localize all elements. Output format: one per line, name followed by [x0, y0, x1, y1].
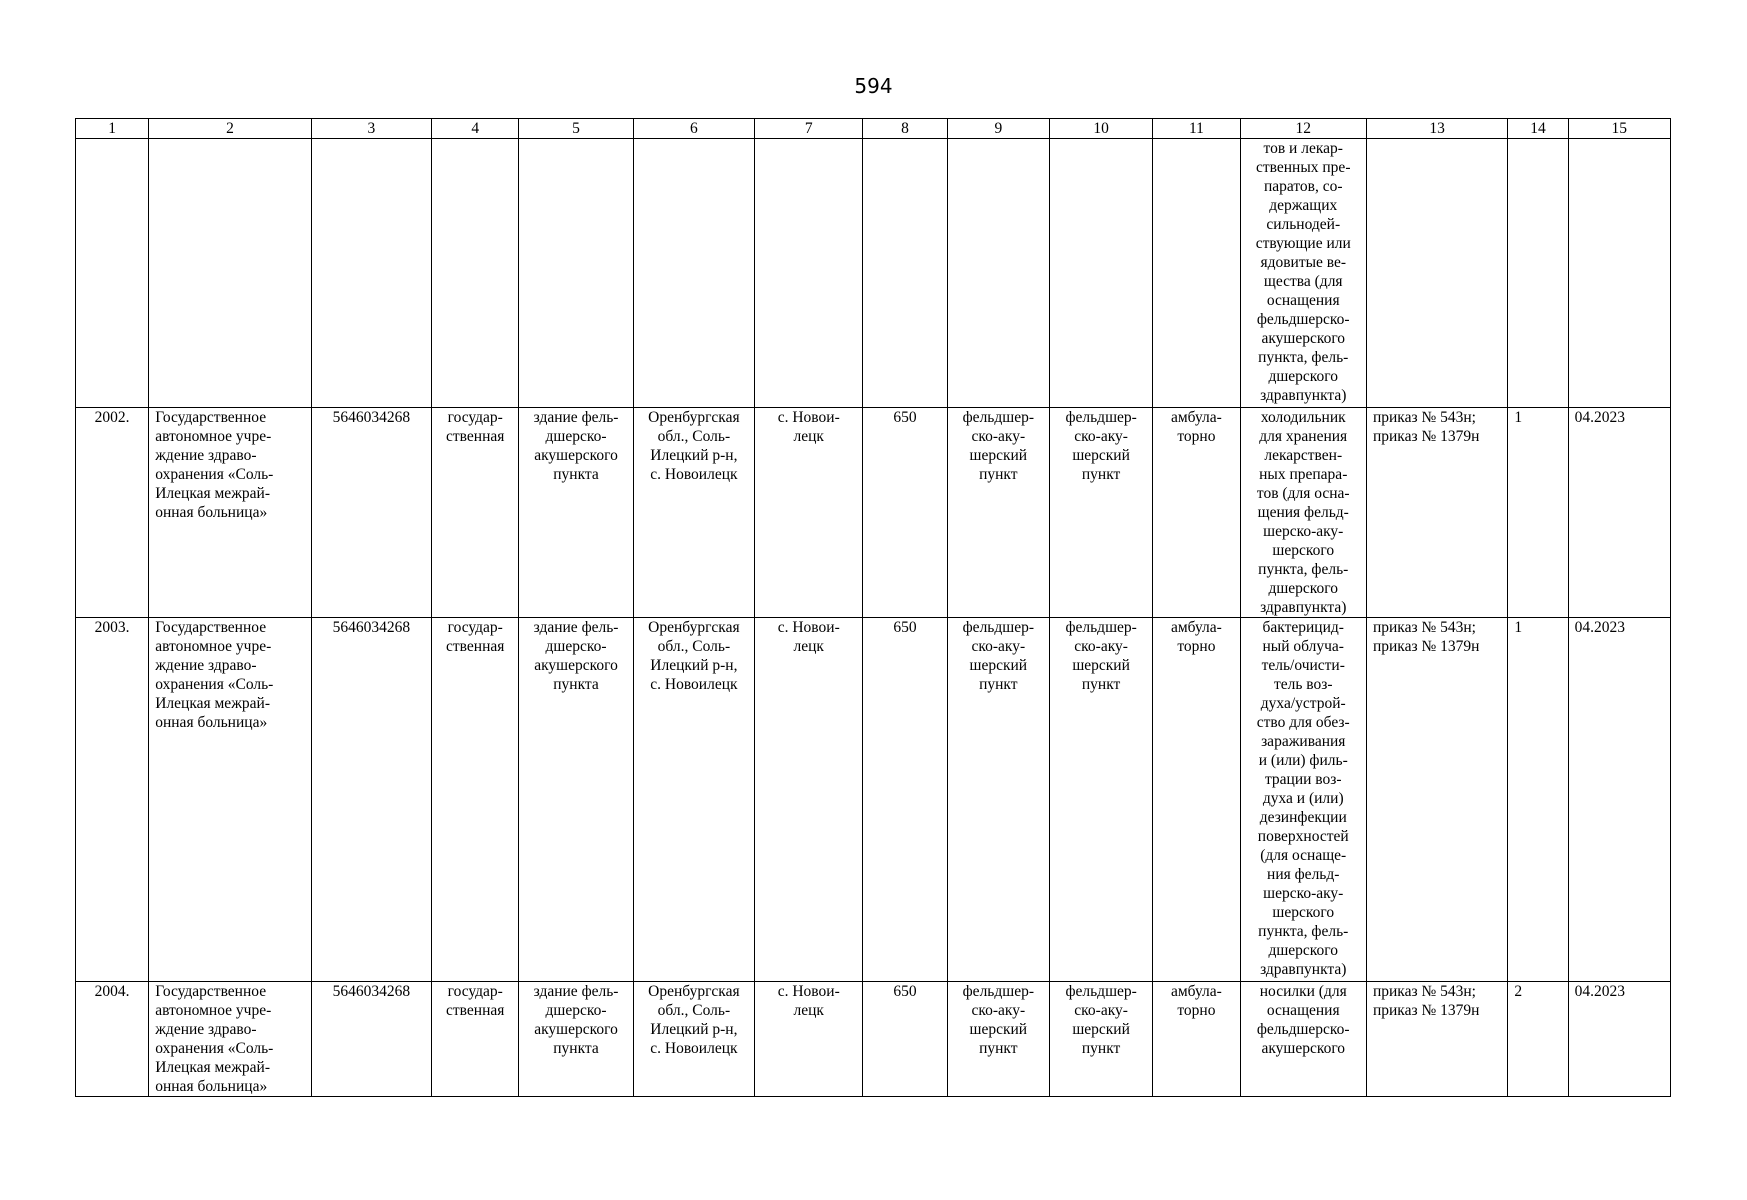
cell-care-conditions	[1153, 139, 1240, 408]
cell-regulation	[1366, 139, 1507, 408]
column-header: 13	[1366, 119, 1507, 139]
cell-building: здание фель- дшерско- акушерского пункта	[519, 618, 633, 982]
cell-date: 04.2023	[1568, 982, 1670, 1097]
cell-settlement	[755, 139, 863, 408]
cell-unit-profile: фельдшер- ско-аку- шерский пункт	[1049, 618, 1152, 982]
column-header: 3	[311, 119, 431, 139]
cell-care-conditions: амбула- торно	[1153, 408, 1240, 618]
cell-organization: Государственное автономное учре- ждение здраво- охранения «Соль- Илецкая межрай- онная больница»	[149, 982, 312, 1097]
cell-record-number: 2003.	[76, 618, 149, 982]
column-header: 12	[1240, 119, 1366, 139]
cell-population: 650	[863, 408, 947, 618]
column-header: 7	[755, 119, 863, 139]
cell-organization: Государственное автономное учре- ждение здраво- охранения «Соль- Илецкая межрай- онная больница»	[149, 408, 312, 618]
cell-quantity: 1	[1508, 408, 1568, 618]
cell-address: Оренбургская обл., Соль- Илецкий р-н, с. Новоилецк	[633, 618, 754, 982]
cell-settlement: с. Новои- лецк	[755, 982, 863, 1097]
column-header: 14	[1508, 119, 1568, 139]
cell-record-number: 2002.	[76, 408, 149, 618]
cell-quantity: 2	[1508, 982, 1568, 1097]
cell-care-conditions: амбула- торно	[1153, 982, 1240, 1097]
table-row	[76, 982, 1671, 1097]
cell-regulation: приказ № 543н; приказ № 1379н	[1366, 408, 1507, 618]
cell-population: 650	[863, 618, 947, 982]
table-row	[76, 408, 1671, 618]
column-header: 4	[432, 119, 519, 139]
column-header: 8	[863, 119, 947, 139]
cell-inn: 5646034268	[311, 982, 431, 1097]
cell-equipment: бактерицид- ный облуча- тель/очисти- тель воз- духа/устрой- ство для обез- зараживания и (или) филь- трации воз- духа и (или) дезинфекции поверхностей (для оснаще- ния фельд- шерско-аку- шерского пункта, фель- дшерского здравпункта)	[1240, 618, 1366, 982]
cell-settlement: с. Новои- лецк	[755, 408, 863, 618]
header-row	[76, 119, 1671, 139]
column-header: 10	[1049, 119, 1152, 139]
cell-quantity: 1	[1508, 618, 1568, 982]
cell-building: здание фель- дшерско- акушерского пункта	[519, 982, 633, 1097]
cell-unit-type: фельдшер- ско-аку- шерский пункт	[947, 982, 1049, 1097]
table-row	[76, 139, 1671, 408]
cell-equipment: носилки (для оснащения фельдшерско- акушерского	[1240, 982, 1366, 1097]
register-table	[75, 118, 1671, 1097]
cell-equipment: холодильник для хранения лекарствен- ных препара- тов (для осна- щения фельд- шерско-аку- шерского пункта, фель- дшерского здравпункта)	[1240, 408, 1366, 618]
cell-inn: 5646034268	[311, 408, 431, 618]
column-header: 1	[76, 119, 149, 139]
column-header: 2	[149, 119, 312, 139]
column-header: 9	[947, 119, 1049, 139]
cell-ownership: государ- ственная	[432, 618, 519, 982]
cell-population	[863, 139, 947, 408]
cell-equipment: тов и лекар- ственных пре- паратов, со- держащих сильнодей- ствующие или ядовитые ве- щества (для оснащения фельдшерско- акушерского пункта, фель- дшерского здравпункта)	[1240, 139, 1366, 408]
column-header: 5	[519, 119, 633, 139]
cell-population: 650	[863, 982, 947, 1097]
cell-organization: Государственное автономное учре- ждение здраво- охранения «Соль- Илецкая межрай- онная больница»	[149, 618, 312, 982]
table-row	[76, 618, 1671, 982]
cell-inn: 5646034268	[311, 618, 431, 982]
cell-care-conditions: амбула- торно	[1153, 618, 1240, 982]
cell-unit-type	[947, 139, 1049, 408]
cell-address: Оренбургская обл., Соль- Илецкий р-н, с. Новоилецк	[633, 408, 754, 618]
cell-ownership: государ- ственная	[432, 408, 519, 618]
cell-ownership	[432, 139, 519, 408]
column-header: 6	[633, 119, 754, 139]
cell-record-number	[76, 139, 149, 408]
cell-regulation: приказ № 543н; приказ № 1379н	[1366, 618, 1507, 982]
column-header: 11	[1153, 119, 1240, 139]
cell-record-number: 2004.	[76, 982, 149, 1097]
cell-quantity	[1508, 139, 1568, 408]
cell-unit-profile: фельдшер- ско-аку- шерский пункт	[1049, 408, 1152, 618]
cell-ownership: государ- ственная	[432, 982, 519, 1097]
column-header: 15	[1568, 119, 1670, 139]
cell-address	[633, 139, 754, 408]
cell-regulation: приказ № 543н; приказ № 1379н	[1366, 982, 1507, 1097]
cell-unit-profile	[1049, 139, 1152, 408]
cell-date: 04.2023	[1568, 408, 1670, 618]
cell-settlement: с. Новои- лецк	[755, 618, 863, 982]
cell-building: здание фель- дшерско- акушерского пункта	[519, 408, 633, 618]
cell-organization	[149, 139, 312, 408]
page-number: 594	[854, 74, 893, 98]
cell-address: Оренбургская обл., Соль- Илецкий р-н, с. Новоилецк	[633, 982, 754, 1097]
cell-date: 04.2023	[1568, 618, 1670, 982]
cell-date	[1568, 139, 1670, 408]
cell-unit-type: фельдшер- ско-аку- шерский пункт	[947, 408, 1049, 618]
cell-building	[519, 139, 633, 408]
cell-inn	[311, 139, 431, 408]
cell-unit-type: фельдшер- ско-аку- шерский пункт	[947, 618, 1049, 982]
cell-unit-profile: фельдшер- ско-аку- шерский пункт	[1049, 982, 1152, 1097]
